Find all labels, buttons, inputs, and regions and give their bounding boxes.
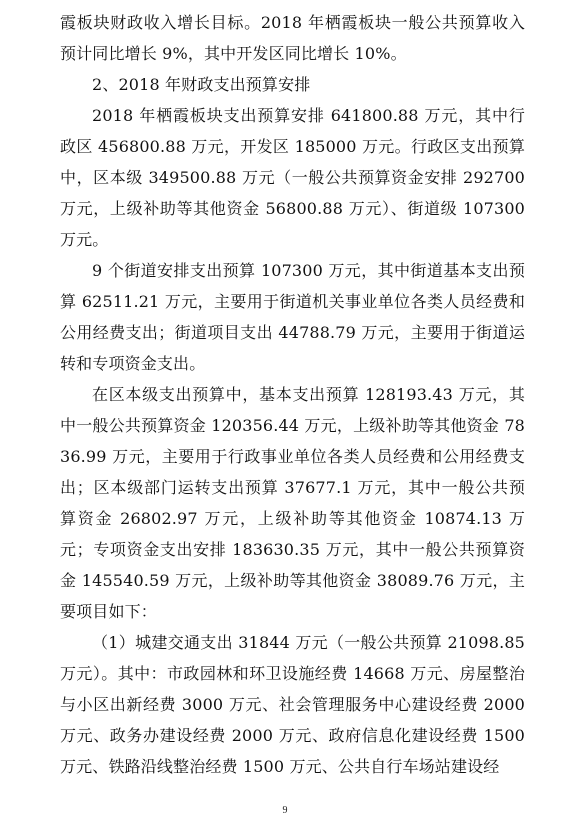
document-body — [60, 7, 525, 782]
district-budget-paragraph: 在区本级支出预算中，基本支出预算 128193.43 万元，其中一般公共预算资金 120356.44 万元，上级补助等其他资金 7836.99 万元，主要用于行政事业单位各类人员经费和公用经费支出；区本级部门运转支出预算 37677.1 万元，其中一般公共预算资金 26802.97 万元，上级补助等其他资金 10874.13 万元；专项资金支出安排 183630.35 万元，其中一般公共预算资金 145540.59 万元，上级补助等其他资金 38089.76 万元，主要项目如下： — [60, 385, 525, 621]
continued-paragraph: 霞板块财政收入增长目标。2018 年栖霞板块一般公共预算收入预计同比增长 9%，其中开发区同比增长 10%。 — [60, 13, 525, 63]
page-number: 9 — [282, 805, 288, 816]
section-heading: 2、2018 年财政支出预算安排 — [92, 75, 311, 94]
budget-overview-paragraph: 2018 年栖霞板块支出预算安排 641800.88 万元，其中行政区 456800.88 万元，开发区 185000 万元。行政区支出预算中，区本级 349500.88 万元（一般公共预算资金安排 292700 万元，上级补助等其他资金 56800.88 万元）、街道级 107300 万元。 — [60, 106, 525, 249]
urban-construction-paragraph: （1）城建交通支出 31844 万元（一般公共预算 21098.85 万元）。其中：市政园林和环卫设施经费 14668 万元、房屋整治与小区出新经费 3000 万元、社会管理服务中心建设经费 2000 万元、政务办建设经费 2000 万元、政府信息化建设经费 1500 万元、铁路沿线整治经费 1500 万元、公共自行车场站建设经 — [60, 633, 525, 776]
street-budget-paragraph: 9 个街道安排支出预算 107300 万元，其中街道基本支出预算 62511.21 万元，主要用于街道机关事业单位各类人员经费和公用经费支出；街道项目支出 44788.79 万元，主要用于街道运转和专项资金支出。 — [60, 261, 525, 373]
